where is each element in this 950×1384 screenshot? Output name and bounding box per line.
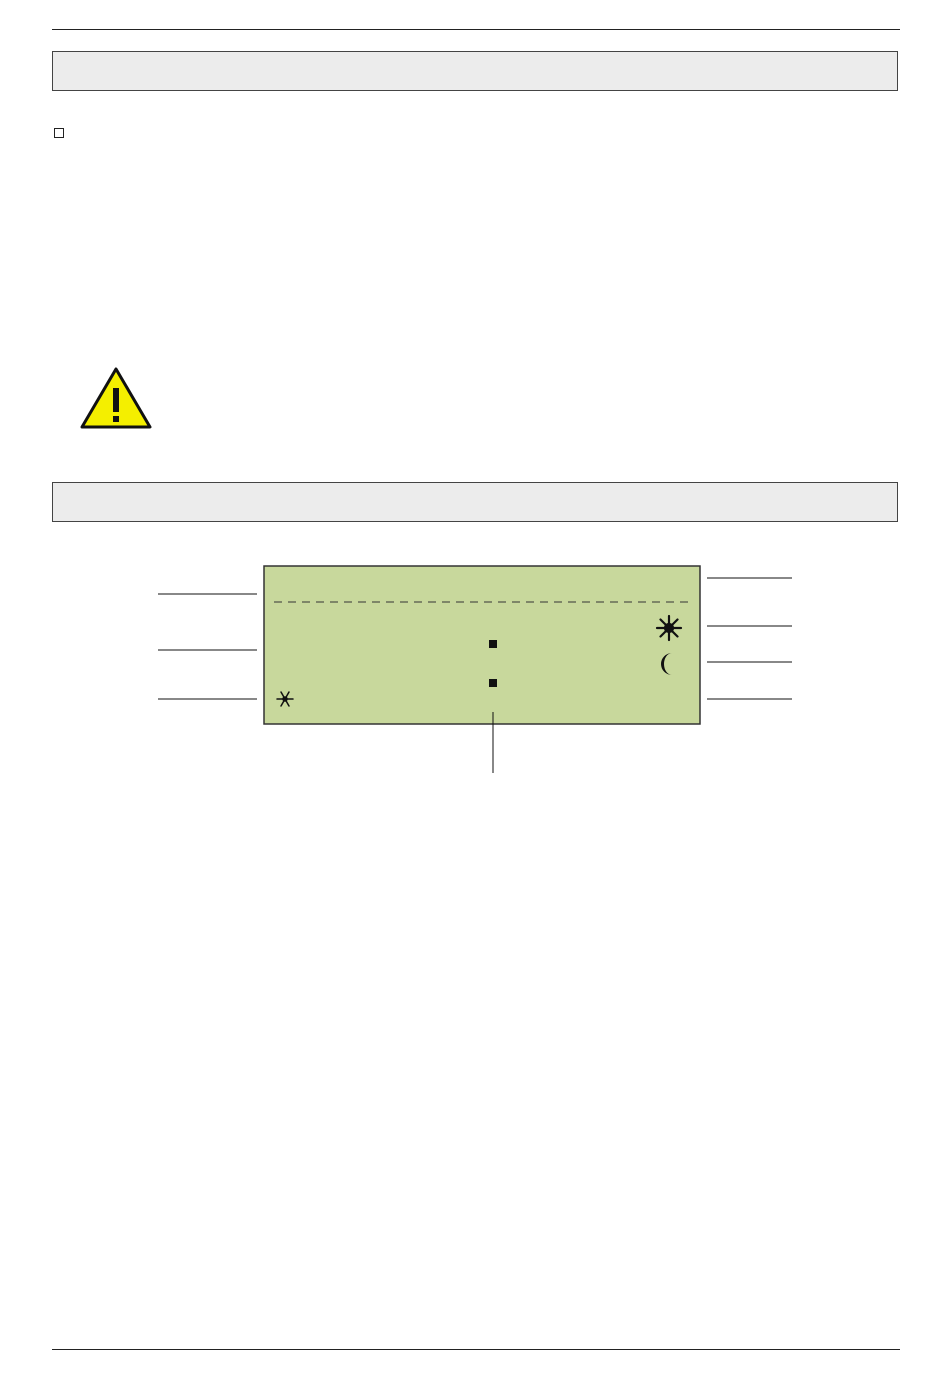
display-diagram [0,540,950,830]
warning-icon [80,366,152,430]
display-diagram-drawing [0,540,950,830]
header-rule [52,29,900,30]
colon-dot-upper [489,640,497,648]
section-2-heading [52,51,898,91]
footer-rule [52,1349,900,1350]
colon-dot-lower [489,679,497,687]
lcd-screen [264,566,700,724]
section-3-heading [52,482,898,522]
checkbox-bullet-icon [54,128,64,138]
sun-icon [657,616,681,640]
